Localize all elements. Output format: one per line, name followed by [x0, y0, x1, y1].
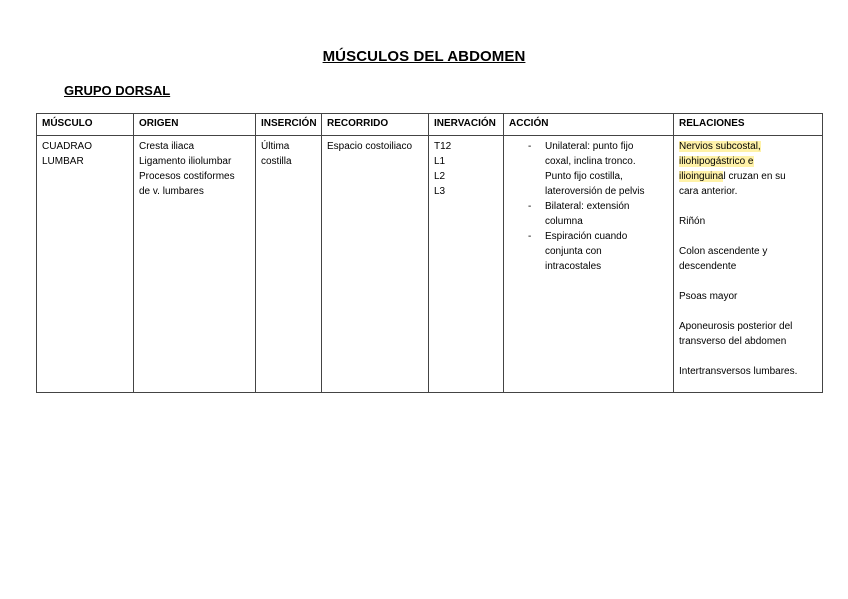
accion-line: - Espiración cuando	[545, 231, 628, 242]
relacion-aponeurosis	[679, 319, 817, 349]
muscles-table	[36, 113, 823, 393]
relacion-intertransversos	[679, 364, 817, 379]
accion-line: - Bilateral: extensión	[545, 201, 630, 212]
relacion-line	[679, 154, 817, 169]
accion-line: coxal, inclina tronco.	[545, 156, 636, 167]
recorrido-text: Espacio costoiliaco	[327, 141, 413, 152]
inervacion-line: L2	[434, 171, 446, 182]
accion-item	[528, 229, 668, 274]
relacion-line: Riñón	[679, 216, 706, 227]
relacion-line: descendente	[679, 261, 737, 272]
cell-recorrido	[322, 136, 429, 393]
relacion-line: Intertransversos lumbares.	[679, 366, 798, 377]
inervacion-line: L3	[434, 186, 446, 197]
relacion-line: cara anterior.	[679, 186, 738, 197]
relacion-text: l cruzan en su	[723, 171, 786, 182]
inervacion-line: L1	[434, 156, 446, 167]
header-accion: ACCIÓN	[504, 114, 674, 136]
accion-line: columna	[545, 216, 583, 227]
accion-line: intracostales	[545, 261, 602, 272]
origen-line: de v. lumbares	[139, 186, 204, 197]
relacion-nervios	[679, 139, 817, 199]
accion-line: Punto fijo costilla,	[545, 171, 623, 182]
inervacion-line: T12	[434, 141, 452, 152]
musculo-line: LUMBAR	[42, 156, 84, 167]
document-title: MÚSCULOS DEL ABDOMEN	[322, 48, 526, 65]
origen-line: Ligamento iliolumbar	[139, 156, 232, 167]
insercion-line: costilla	[261, 156, 292, 167]
accion-item	[528, 139, 668, 199]
header-relaciones: RELACIONES	[674, 114, 823, 136]
relacion-line: Aponeurosis posterior del	[679, 321, 793, 332]
origen-line: Procesos costiformes	[139, 171, 235, 182]
accion-list	[509, 139, 668, 274]
cell-inervacion	[429, 136, 504, 393]
table-header-row	[37, 114, 823, 136]
table-row	[37, 136, 823, 393]
relacion-line: Psoas mayor	[679, 291, 738, 302]
origen-line: Cresta iliaca	[139, 141, 195, 152]
section-title: GRUPO DORSAL	[64, 83, 171, 98]
header-recorrido: RECORRIDO	[322, 114, 429, 136]
relacion-line: Colon ascendente y	[679, 246, 768, 257]
cell-insercion	[256, 136, 322, 393]
cell-relaciones	[674, 136, 823, 393]
musculo-line: CUADRAO	[42, 141, 93, 152]
header-origen: ORIGEN	[134, 114, 256, 136]
highlighted-text: iliohipogástrico e	[679, 156, 754, 167]
header-musculo: MÚSCULO	[37, 114, 134, 136]
relacion-line: transverso del abdomen	[679, 336, 787, 347]
cell-origen	[134, 136, 256, 393]
header-inervacion: INERVACIÓN	[429, 114, 504, 136]
cell-musculo	[37, 136, 134, 393]
relacion-line	[679, 139, 817, 154]
relacion-psoas	[679, 289, 817, 304]
accion-line: lateroversión de pelvis	[545, 186, 645, 197]
accion-item	[528, 199, 668, 229]
relacion-line	[679, 169, 817, 184]
highlighted-text: ilioinguina	[679, 171, 724, 182]
relacion-rinon	[679, 214, 817, 229]
accion-line: conjunta con	[545, 246, 602, 257]
accion-line: - Unilateral: punto fijo	[545, 141, 634, 152]
insercion-line: Última	[261, 141, 290, 152]
header-insercion: INSERCIÓN	[256, 114, 322, 136]
cell-accion	[504, 136, 674, 393]
highlighted-text: Nervios subcostal,	[679, 141, 761, 152]
relacion-colon	[679, 244, 817, 274]
